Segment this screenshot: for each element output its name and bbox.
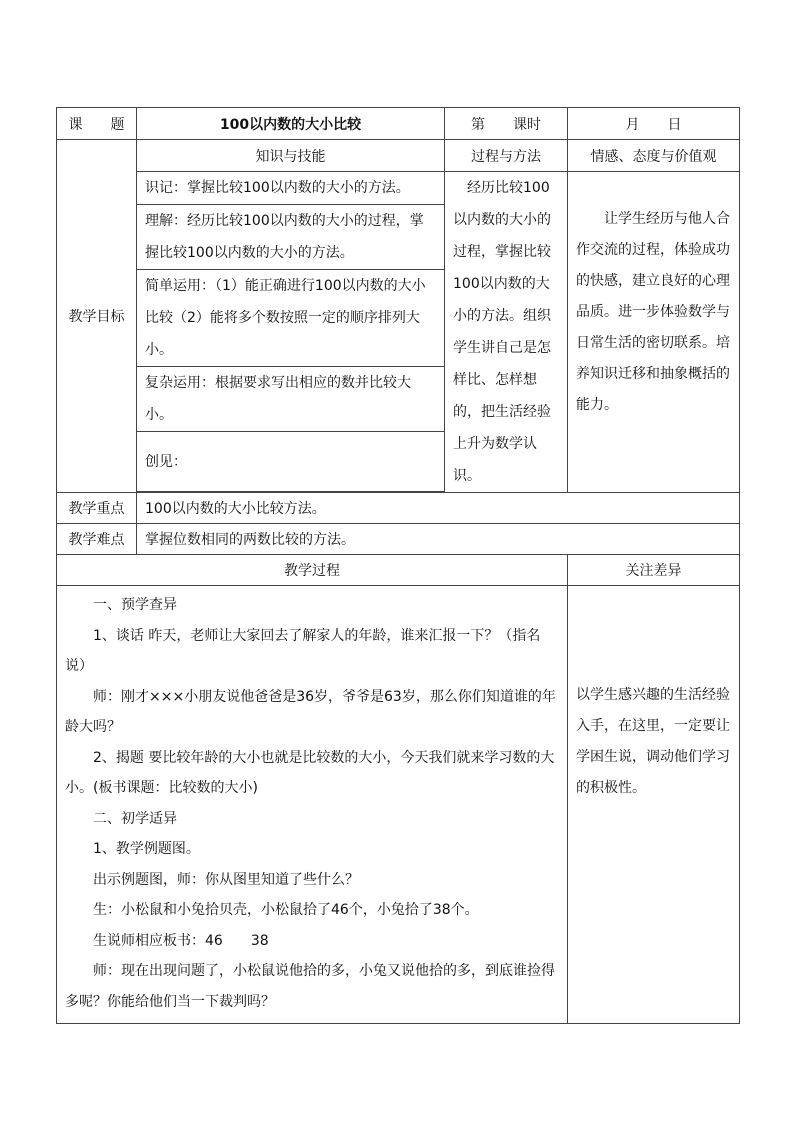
objectives-label: 教学目标	[57, 140, 137, 493]
knowledge-skills-header: 知识与技能	[137, 140, 445, 172]
objective-row	[57, 172, 740, 205]
process-header-row	[57, 555, 740, 586]
process-paragraph: 一、预学查异	[93, 597, 177, 613]
process-paragraph: 2、揭题 要比较年龄的大小也就是比较数的大小，今天我们就来学习数的大小。(板书课题：比较数的大小)	[65, 749, 555, 796]
process-paragraph: 出示例题图，师：你从图里知道了些什么？	[93, 871, 359, 888]
attention-differences-text: 以学生感兴趣的生活经验入手，在这里，一定要让学困生说，调动他们学习的积极性。	[568, 586, 740, 1024]
emotion-attitude-text: 让学生经历与他人合作交流的过程，体验成功的快感，建立良好的心理品质。进一步体验数学与日常生活的密切联系。培养知识迁移和抽象概括的能力。	[568, 172, 740, 493]
knowledge-item-understand: 理解：经历比较100以内数的大小的过程，掌握比较100以内数的大小的方法。	[137, 205, 445, 270]
key-point-label: 教学重点	[57, 493, 137, 524]
difficulty-row	[57, 524, 740, 555]
process-methods-text: 经历比较100以内数的大小的过程，掌握比较100以内数的大小的方法。组织学生讲自己是怎样比、怎样想的，把生活经验上升为数学认识。	[445, 172, 568, 493]
process-paragraph: 师：刚才×××小朋友说他爸爸是36岁，爷爷是63岁，那么你们知道谁的年龄大吗？	[65, 688, 556, 735]
knowledge-item-memorize: 识记：掌握比较100以内数的大小的方法。	[137, 172, 445, 205]
process-paragraph: 师：现在出现问题了，小松鼠说他拾的多，小兔又说他拾的多，到底谁捡得多呢？你能给他们当一下裁判吗？	[65, 963, 555, 1010]
process-paragraph: 二、初学适异	[93, 810, 177, 827]
key-point-text: 100以内数的大小比较方法。	[137, 493, 740, 524]
knowledge-item-insight: 创见：	[137, 432, 445, 492]
process-methods-header: 过程与方法	[445, 140, 568, 172]
knowledge-item-simple-apply: 简单运用：（1）能正确进行100以内数的大小比较（2）能将多个数按照一定的顺序排列大小。	[137, 270, 445, 367]
process-paragraph: 生说师相应板书：46 38	[93, 932, 269, 949]
key-point-row	[57, 493, 740, 524]
attention-differences-header: 关注差异	[568, 555, 740, 586]
date-label: 月 日	[568, 108, 740, 140]
difficulty-text: 掌握位数相同的两数比较的方法。	[137, 524, 740, 555]
process-paragraph: 生：小松鼠和小兔拾贝壳，小松鼠拾了46个，小兔拾了38个。	[93, 902, 479, 918]
difficulty-label: 教学难点	[57, 524, 137, 555]
lesson-number-label: 第 课时	[445, 108, 568, 140]
process-body-row	[57, 586, 740, 1024]
process-paragraph: 1、谈话 昨天，老师让大家回去了解家人的年龄，谁来汇报一下？（指名说）	[65, 627, 541, 674]
objectives-header-row	[57, 140, 740, 172]
header-row	[57, 108, 740, 140]
teaching-process-header: 教学过程	[57, 555, 568, 586]
emotion-attitude-header: 情感、态度与价值观	[568, 140, 740, 172]
knowledge-item-complex-apply: 复杂运用：根据要求写出相应的数并比较大小。	[137, 367, 445, 432]
lesson-plan-document	[56, 107, 739, 1024]
lesson-plan-table	[56, 107, 740, 1024]
course-label: 课 题	[57, 108, 137, 140]
teaching-process-content	[57, 586, 568, 1024]
process-paragraph: 1、教学例题图。	[93, 841, 200, 857]
course-title: 100以内数的大小比较	[137, 108, 445, 140]
